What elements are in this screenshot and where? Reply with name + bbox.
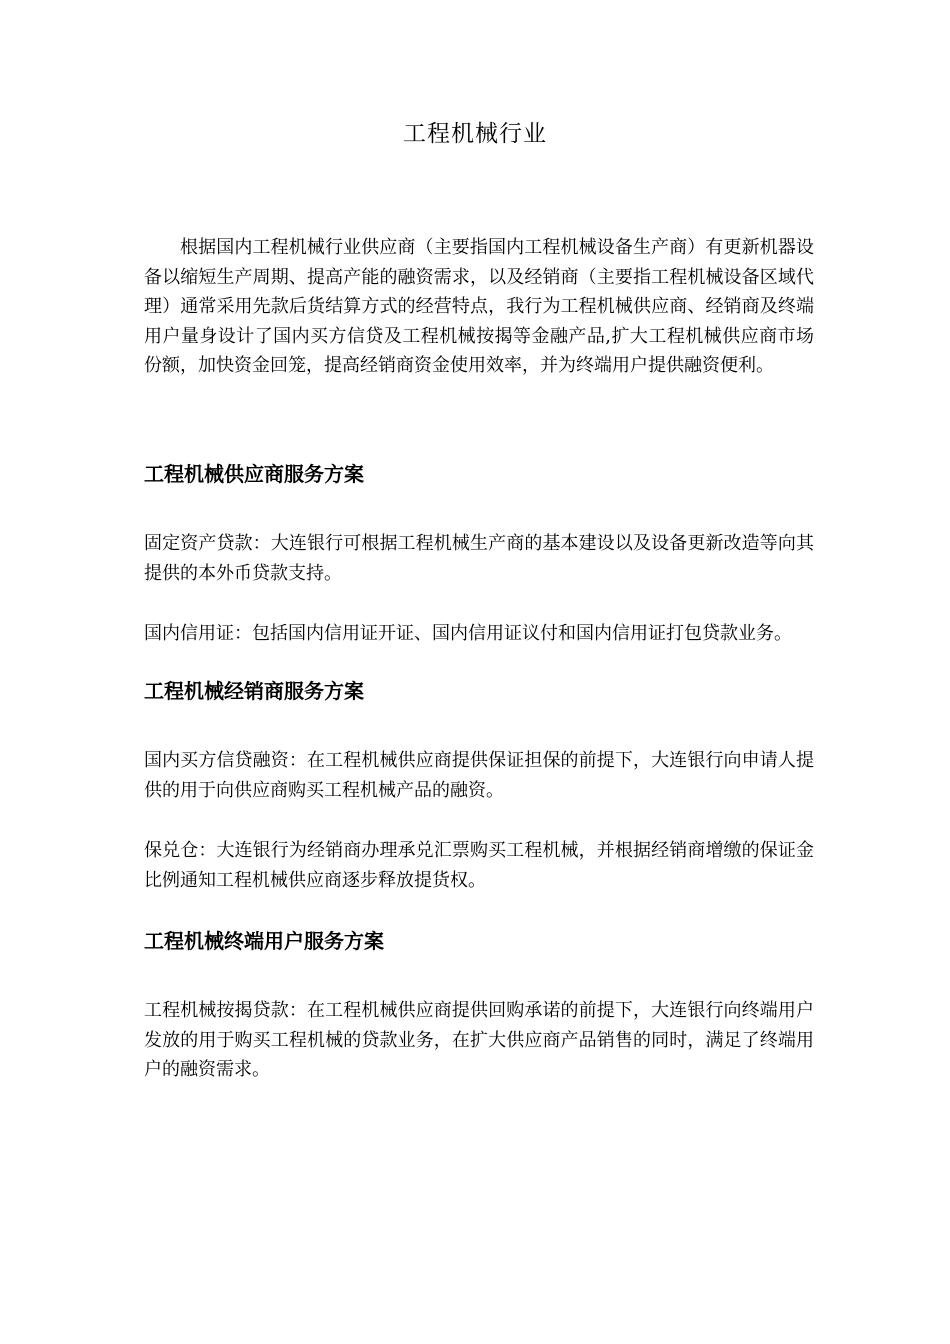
document-title: 工程机械行业 [403,121,547,147]
section-heading-supplier: 工程机械供应商服务方案 [144,462,364,486]
section-heading-dealer: 工程机械经销商服务方案 [144,679,364,703]
section-heading-end-user: 工程机械终端用户服务方案 [144,929,384,953]
paragraph-domestic-lc: 国内信用证：包括国内信用证开证、国内信用证议付和国内信用证打包贷款业务。 [144,623,792,644]
paragraph-mortgage-loan: 工程机械按揭贷款：在工程机械供应商提供回购承诺的前提下，大连银行向终端用户发放的用于购买工程机械的贷款业务，在扩大供应商产品销售的同时，满足了终端用户的融资需求。 [144,1000,814,1080]
paragraph-fixed-asset-loan: 固定资产贷款：大连银行可根据工程机械生产商的基本建设以及设备更新改造等向其提供的本外币贷款支持。 [144,533,814,584]
intro-paragraph: 根据国内工程机械行业供应商（主要指国内工程机械设备生产商）有更新机器设备以缩短生产周期、提高产能的融资需求，以及经销商（主要指工程机械设备区域代理）通常采用先款后货结算方式的经营特点，我行为工程机械供应商、经销商及终端用户量身设计了国内买方信贷及工程机械按揭等金融产品,扩大工程机械供应商市场份额，加快资金回笼，提高经销商资金使用效率，并为终端用户提供融资便利。 [144,237,814,376]
paragraph-buyer-credit: 国内买方信贷融资：在工程机械供应商提供保证担保的前提下，大连银行向申请人提供的用于向供应商购买工程机械产品的融资。 [144,750,814,801]
paragraph-confirmed-warehouse: 保兑仓：大连银行为经销商办理承兑汇票购买工程机械，并根据经销商增缴的保证金比例通知工程机械供应商逐步释放提货权。 [144,840,814,891]
